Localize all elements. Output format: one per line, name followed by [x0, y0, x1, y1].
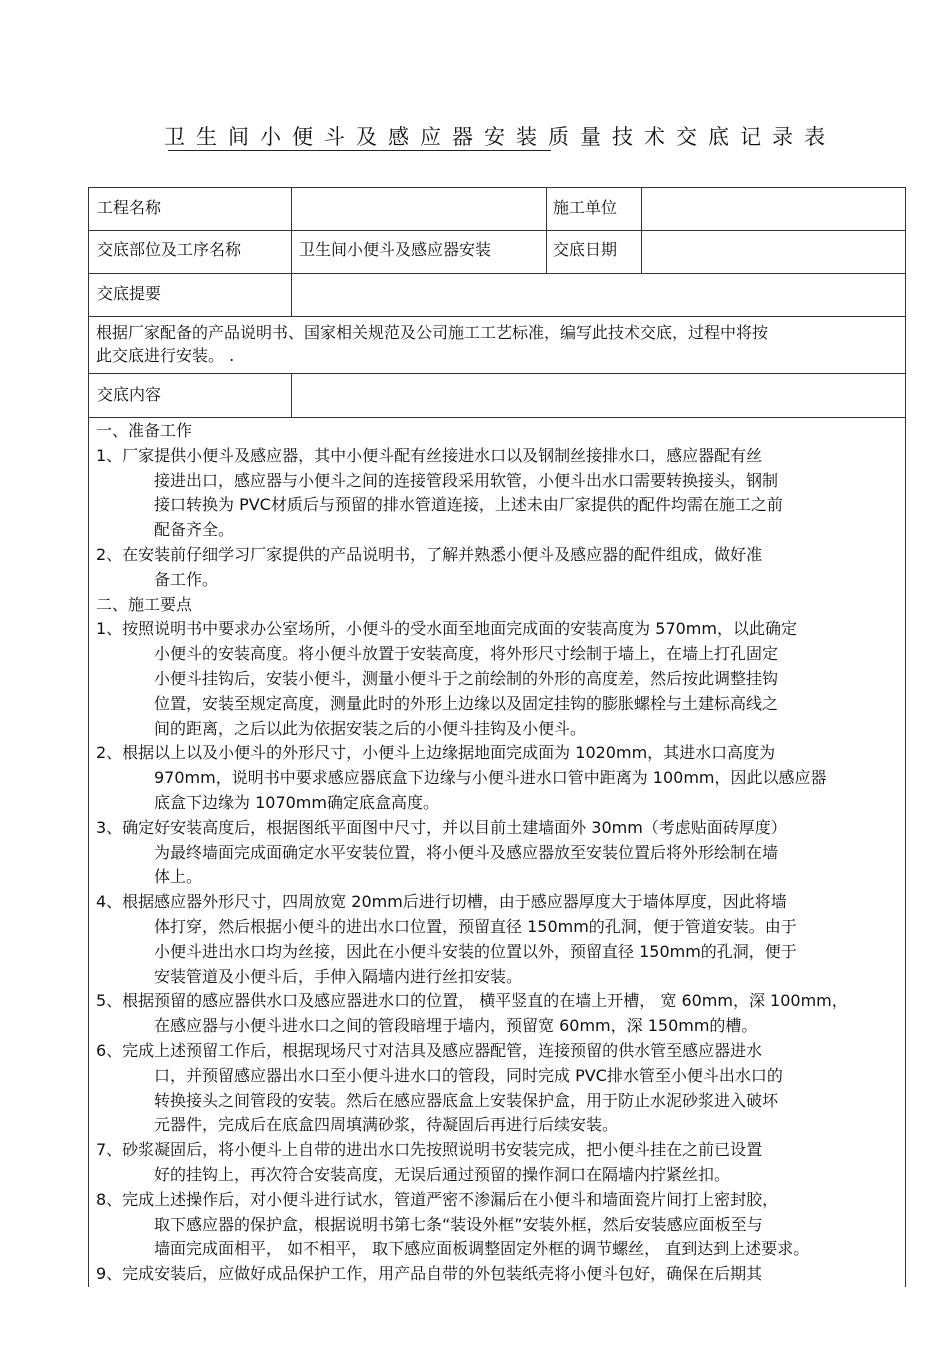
item-line: 小便斗的安装高度。将小便斗放置于安装高度，将外形尺寸绘制于墙上，在墙上打孔固定	[154, 644, 779, 664]
project-name-label: 工程名称	[97, 198, 162, 217]
item-line: 2、在安装前仔细学习厂家提供的产品说明书，了解并熟悉小便斗及感应器的配件组成，做好准	[96, 544, 763, 564]
item-line: 好的挂钩上，再次符合安装高度，无误后通过预留的操作洞口在隔墙内拧紧丝扣。	[154, 1164, 731, 1184]
item-line: 9、完成安装后，应做好成品保护工作，用产品自带的外包装纸壳将小便斗包好，确保在后期其	[96, 1264, 763, 1284]
row-divider	[89, 273, 905, 274]
list-item	[96, 444, 906, 543]
item-line: 备工作。	[154, 569, 219, 589]
item-line: 2、根据以上以及小便斗的外形尺寸，小便斗上边缘据地面完成面为 1020mm，其进水口高度为	[96, 743, 776, 763]
list-item	[96, 1262, 906, 1287]
location-label: 交底部位及工序名称	[97, 240, 242, 259]
list-item	[96, 816, 906, 890]
item-line: 7、砂浆凝固后，将小便斗上自带的进出水口先按照说明书安装完成，把小便斗挂在之前已设置	[96, 1140, 763, 1160]
summary-label: 交底提要	[97, 284, 162, 303]
item-line: 小便斗进出水口均为丝接，因此在小便斗安装的位置以外，预留直径 150mm的孔洞，便于	[154, 941, 797, 961]
date-label: 交底日期	[553, 240, 618, 259]
construction-points-list	[96, 617, 906, 1287]
item-line: 4、根据感应器外形尺寸，四周放宽 20mm后进行切槽，由于感应器厚度大于墙体厚度，因此将墙	[96, 892, 787, 912]
item-line: 底盒下边缘为 1070mm确定底盒高度。	[154, 792, 439, 812]
record-table	[88, 187, 906, 1287]
item-line: 配备齐全。	[154, 520, 235, 540]
item-line: 为最终墙面完成面确定水平安装位置，将小便斗及感应器放至安装位置后将外形绘制在墙	[154, 842, 779, 862]
list-item	[96, 1039, 906, 1138]
basis-line: 根据厂家配备的产品说明书、国家相关规范及公司施工工艺标准，编写此技术交底，过程中将按	[96, 323, 769, 342]
list-item	[96, 1138, 906, 1188]
column-divider	[546, 188, 547, 273]
item-line: 取下感应器的保护盒，根据说明书第七条“装设外框”安装外框，然后安装感应面板至与	[154, 1214, 763, 1234]
item-line: 970mm，说明书中要求感应器底盒下边缘与小便斗进水口管中距离为 100mm，因此以感应器	[154, 768, 827, 788]
item-line: 接进出口，感应器与小便斗之间的连接管段采用软管，小便斗出水口需要转换接头，钢制	[154, 470, 779, 490]
item-line: 口，并预留感应器出水口至小便斗进水口的管段，同时完成 PVC排水管至小便斗出水口的	[154, 1065, 783, 1085]
row-divider	[89, 373, 905, 374]
section-heading-construction: 二、施工要点	[96, 594, 193, 614]
item-line: 墙面完成面相平， 如不相平， 取下感应面板调整固定外框的调节螺丝， 直到达到上述要求。	[154, 1239, 810, 1259]
location-value: 卫生间小便斗及感应器安装	[299, 240, 492, 259]
item-line: 8、完成上述操作后，对小便斗进行试水，管道严密不渗漏后在小便斗和墙面瓷片间打上密封胶，	[96, 1189, 779, 1209]
list-item	[96, 543, 906, 593]
item-line: 3、确定好安装高度后，根据图纸平面图中尺寸，并以目前土建墙面外 30mm（考虑贴面砖厚度）	[96, 817, 787, 837]
list-item	[96, 741, 906, 815]
preparation-list	[96, 444, 906, 593]
contractor-label: 施工单位	[553, 198, 618, 217]
column-divider	[291, 188, 292, 273]
column-divider	[291, 373, 292, 417]
item-line: 1、按照说明书中要求办公室场所，小便斗的受水面至地面完成面的安装高度为 570mm，以此确定	[96, 619, 797, 639]
item-line: 体打穿，然后根据小便斗的进出水口位置，预留直径 150mm的孔洞，便于管道安装。由于	[154, 916, 797, 936]
list-item	[96, 989, 906, 1039]
content-body	[96, 419, 906, 1287]
row-divider	[89, 316, 905, 317]
row-divider	[89, 230, 905, 231]
column-divider	[641, 188, 642, 273]
item-line: 转换接头之间管段的安装。然后在感应器底盒上安装保护盒，用于防止水泥砂浆进入破坏	[154, 1090, 779, 1110]
item-line: 6、完成上述预留工作后，根据现场尺寸对洁具及感应器配管，连接预留的供水管至感应器进水	[96, 1040, 763, 1060]
document-title: 卫生间小便斗及感应器安装质量技术交底记录表	[164, 125, 836, 149]
row-divider	[89, 417, 905, 418]
item-line: 5、根据预留的感应器供水口及感应器进水口的位置， 横平竖直的在墙上开槽， 宽 60mm，深 100mm，	[96, 991, 848, 1011]
list-item	[96, 617, 906, 741]
list-item	[96, 1188, 906, 1262]
content-label: 交底内容	[97, 385, 162, 404]
item-line: 安装管道及小便斗后，手伸入隔墙内进行丝扣安装。	[154, 966, 523, 986]
item-line: 在感应器与小便斗进水口之间的管段暗埋于墙内，预留宽 60mm，深 150mm的槽。	[154, 1016, 758, 1036]
item-line: 接口转换为 PVC材质后与预留的排水管道连接，上述未由厂家提供的配件均需在施工之前	[154, 495, 783, 515]
basis-text	[96, 321, 768, 367]
list-item	[96, 890, 906, 989]
item-line: 小便斗挂钩后，安装小便斗，测量小便斗于之前绘制的外形的高度差，然后按此调整挂钩	[154, 668, 779, 688]
column-divider	[291, 273, 292, 316]
item-line: 元器件，完成后在底盒四周填满砂浆，待凝固后再进行后续安装。	[154, 1115, 619, 1135]
item-line: 体上。	[154, 867, 203, 887]
item-line: 1、厂家提供小便斗及感应器，其中小便斗配有丝接进水口以及钢制丝接排水口，感应器配有丝	[96, 445, 763, 465]
basis-line: 此交底进行安装。 .	[96, 346, 235, 365]
item-line: 位置，安装至规定高度，测量此时的外形上边缘以及固定挂钩的膨胀螺栓与土建标高线之	[154, 693, 779, 713]
section-heading-preparation: 一、准备工作	[96, 421, 193, 440]
item-line: 间的距离，之后以此为依据安装之后的小便斗挂钩及小便斗。	[154, 718, 587, 738]
title-underline	[168, 150, 551, 151]
